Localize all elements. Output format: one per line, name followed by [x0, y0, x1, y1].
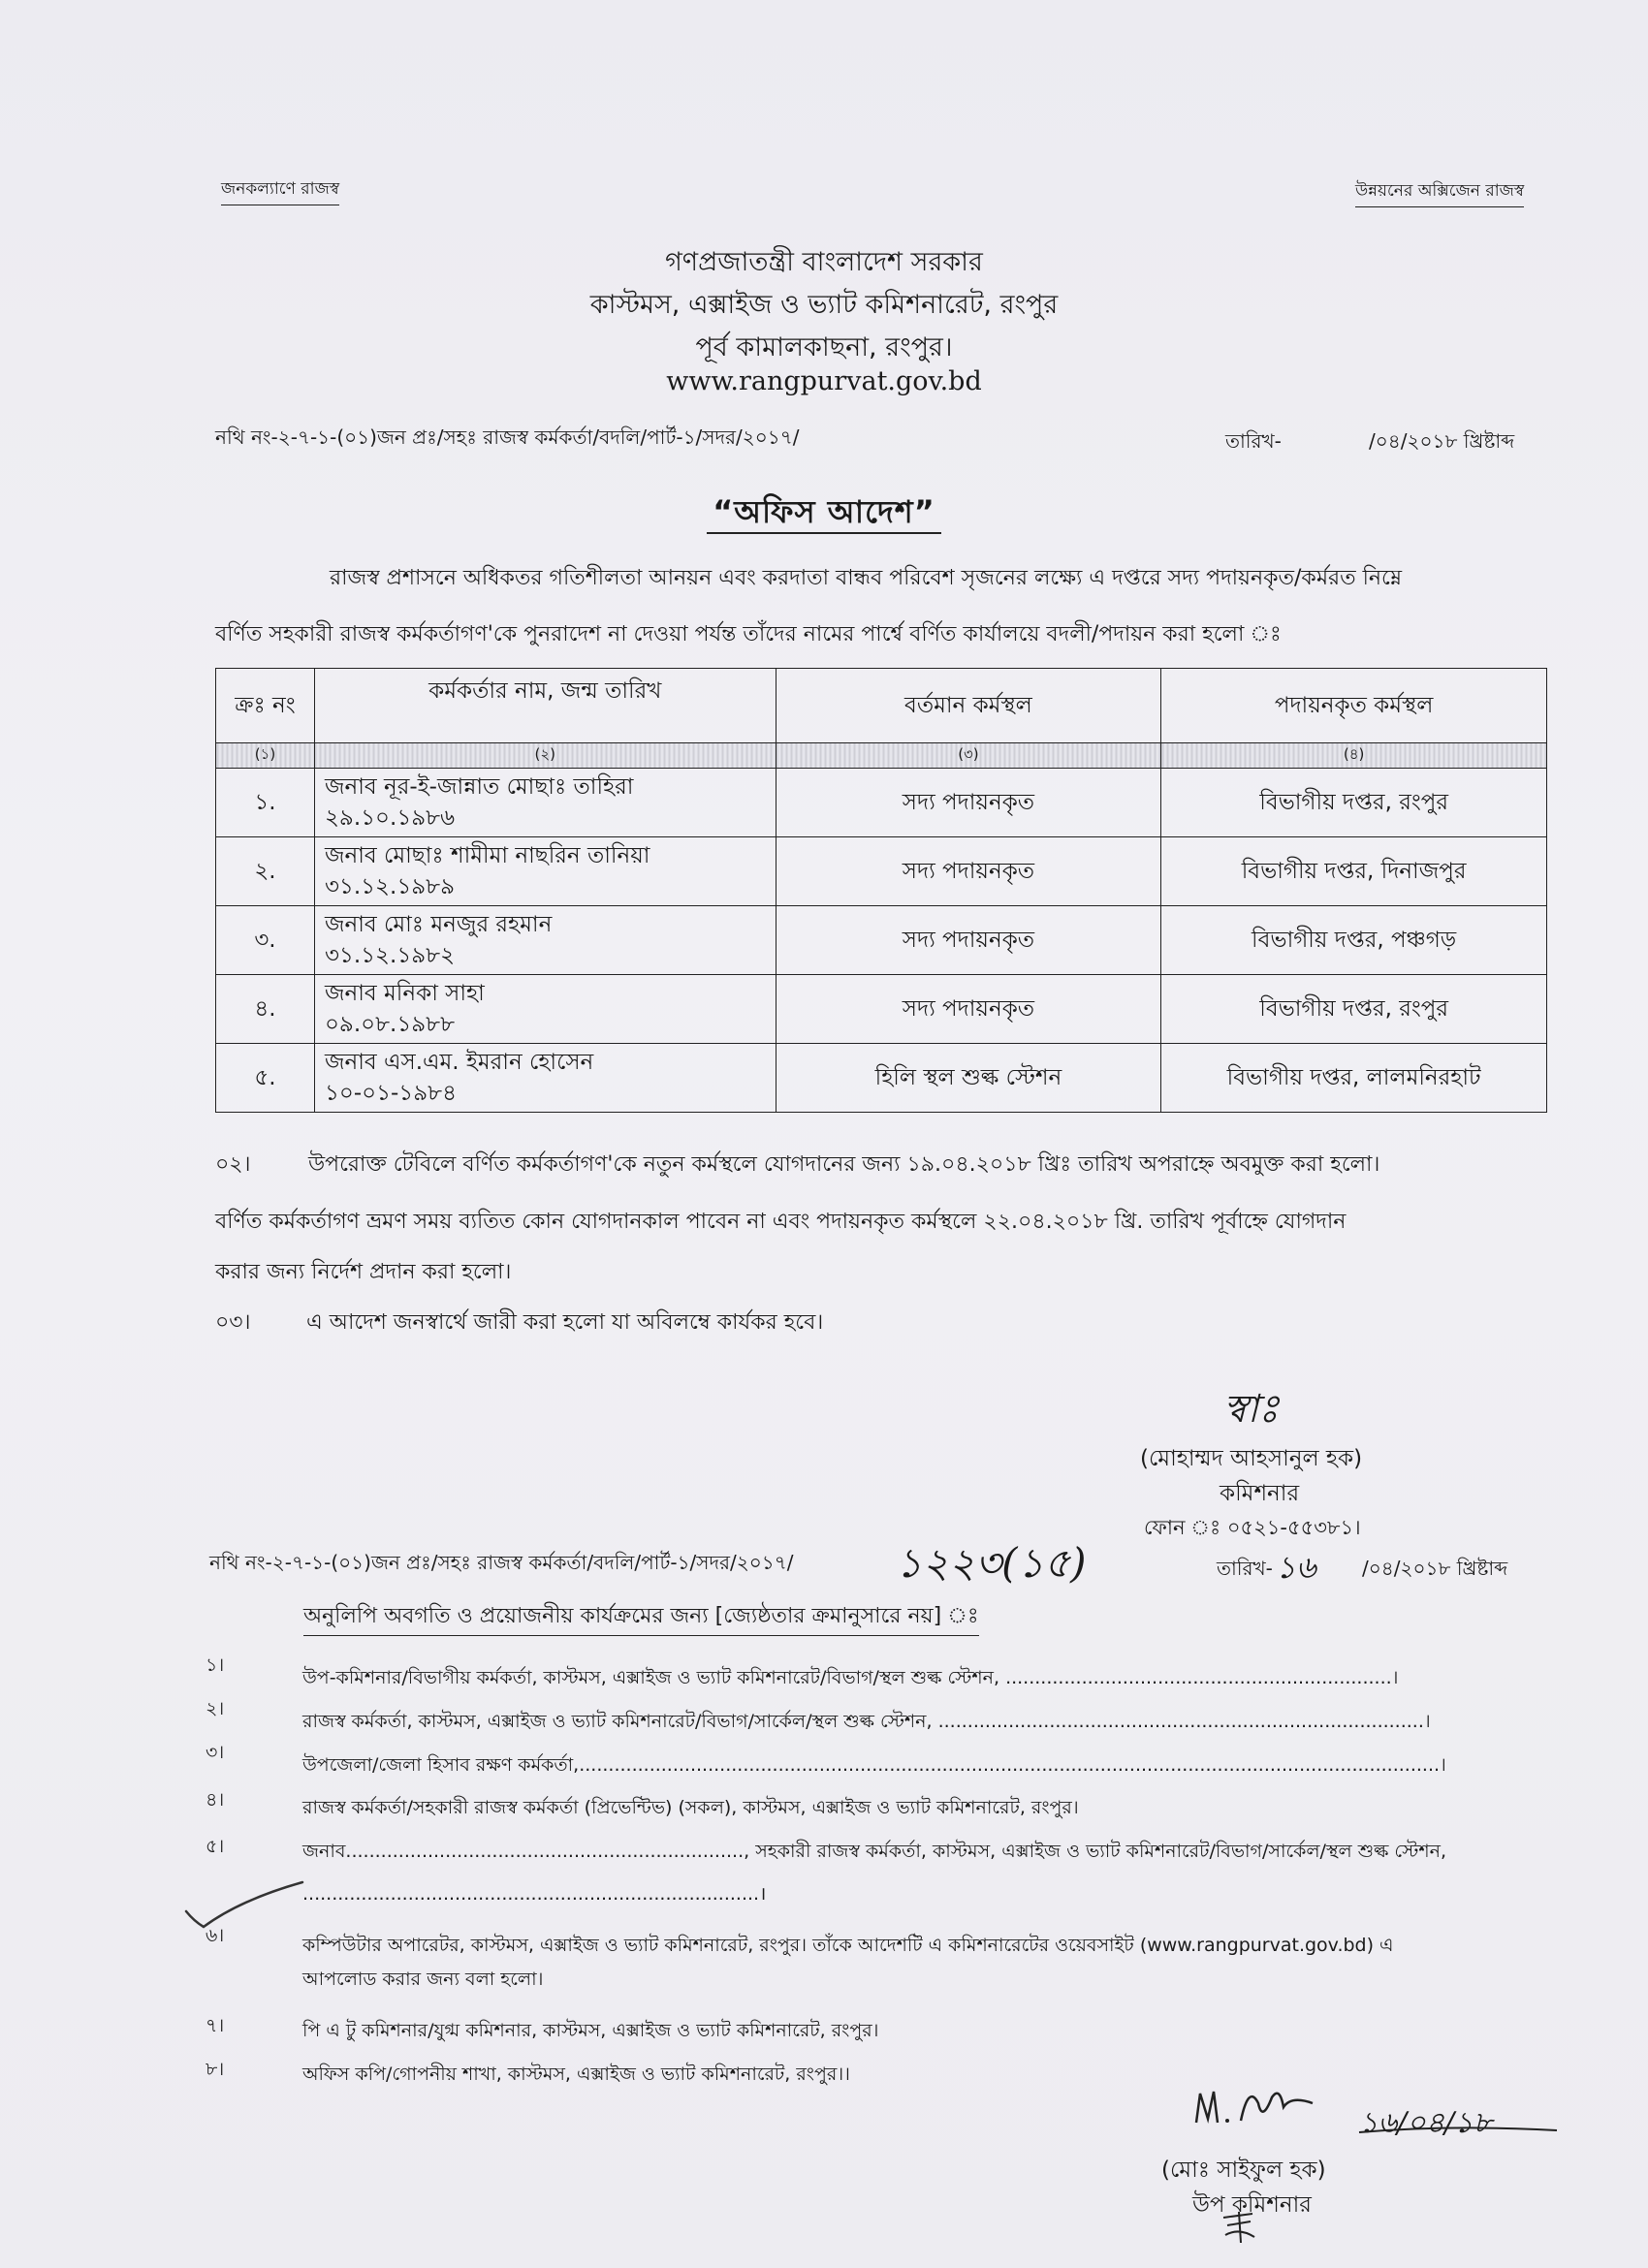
col-number-4: (৪)	[1161, 743, 1547, 769]
row-posted-station: বিভাগীয় দপ্তর, রংপুর	[1161, 769, 1547, 837]
deputy-commissioner-signature	[1190, 2074, 1316, 2132]
copy-item: উপ-কমিশনার/বিভাগীয় কর্মকর্তা, কাস্টমস, এক্সাইজ ও ভ্যাট কমিশনারেট/বিভাগ/স্থল শুল্ক স্টেশন, ..................................................................।	[302, 1667, 1399, 1688]
copy-number: ৭।	[206, 2015, 225, 2036]
copy-heading: অনুলিপি অবগতি ও প্রয়োজনীয় কার্যক্রমের জন্য [জ্যেষ্ঠতার ক্রমানুসারে নয়] ঃ	[303, 1599, 979, 1636]
row-serial: ৫.	[216, 1044, 315, 1113]
copy-number: ৬।	[206, 1925, 225, 1946]
row-current-station: সদ্য পদায়নকৃত	[776, 906, 1161, 975]
reference2-number: নথি নং-২-৭-১-(০১)জন প্রঃ/সহঃ রাজস্ব কর্মকর্তা/বদলি/পার্ট-১/সদর/২০১৭/	[209, 1551, 794, 1574]
reference-date: /০৪/২০১৮ খ্রিষ্টাব্দ	[1369, 429, 1515, 453]
row-posted-station: বিভাগীয় দপ্তর, দিনাজপুর	[1161, 837, 1547, 906]
date-underline-stroke	[1357, 2123, 1561, 2138]
initial-scribble	[1220, 2208, 1258, 2247]
copy-item-continuation: ..............................................................................।	[302, 1883, 767, 1905]
header-government: গণপ্রজাতন্ত্রী বাংলাদেশ সরকার	[665, 247, 983, 277]
row-serial: ২.	[216, 837, 315, 906]
para2-number: ০২।	[215, 1152, 251, 1177]
row-posted-station: বিভাগীয় দপ্তর, পঞ্চগড়	[1161, 906, 1547, 975]
deputy-commissioner-handwritten-date: ১৬/০৪/১৮	[1359, 2106, 1493, 2140]
reference2-date: /০৪/২০১৮ খ্রিষ্টাব্দ	[1362, 1557, 1508, 1580]
reference2-date-label: তারিখ-	[1217, 1557, 1273, 1580]
officer-name: জনাব এস.এম. ইমরান হোসেন	[324, 1050, 594, 1075]
para2-line-1: উপরোক্ত টেবিলে বর্ণিত কর্মকর্তাগণ'কে নতুন কর্মস্থলে যোগদানের জন্য ১৯.০৪.২০১৮ খ্রিঃ তারিখ অপরাহ্নে অবমুক্ত করা হলো।	[308, 1152, 1380, 1177]
copy-item: অফিস কপি/গোপনীয় শাখা, কাস্টমস, এক্সাইজ ও ভ্যাট কমিশনারেট, রংপুর।।	[302, 2063, 850, 2085]
col-number-2: (২)	[314, 743, 776, 769]
row-current-station: সদ্য পদায়নকৃত	[776, 769, 1161, 837]
col-number-3: (৩)	[776, 743, 1161, 769]
row-officer	[314, 1044, 776, 1113]
row-officer	[314, 975, 776, 1044]
commissioner-phone: ফোন ঃ ০৫২১-৫৫৩৮১।	[1144, 1516, 1361, 1539]
officer-name: জনাব নূর-ই-জান্নাত মোছাঃ তাহিরা	[324, 774, 634, 800]
commissioner-name: (মোহাম্মদ আহসানুল হক)	[1140, 1446, 1363, 1471]
officer-name: জনাব মোছাঃ শামীমা নাছরিন তানিয়া	[324, 843, 650, 868]
copy-item: রাজস্ব কর্মকর্তা/সহকারী রাজস্ব কর্মকর্তা (প্রিভেন্টিভ) (সকল), কাস্টমস, এক্সাইজ ও ভ্যাট কমিশনারেট, রংপুর।	[302, 1797, 1079, 1818]
copy-number: ৪।	[206, 1789, 225, 1811]
officer-name: জনাব মনিকা সাহা	[324, 981, 485, 1006]
header-commissionerate: কাস্টমস, এক্সাইজ ও ভ্যাট কমিশনারেট, রংপুর	[589, 290, 1059, 320]
row-officer	[314, 837, 776, 906]
row-officer	[314, 906, 776, 975]
header-website: www.rangpurvat.gov.bd	[666, 366, 982, 396]
row-serial: ৩.	[216, 906, 315, 975]
motto-right: উন্নয়নের অক্সিজেন রাজস্ব	[1355, 178, 1524, 207]
officer-dob: ১০-০১-১৯৮৪	[324, 1081, 457, 1106]
officer-dob: ২৯.১০.১৯৮৬	[324, 805, 456, 831]
header-address: পূর্ব কামালকাছনা, রংপুর।	[695, 332, 953, 362]
row-current-station: সদ্য পদায়নকৃত	[776, 837, 1161, 906]
para2-line-2: বর্ণিত কর্মকর্তাগণ ভ্রমণ সময় ব্যতিত কোন যোগদানকাল পাবেন না এবং পদায়নকৃত কর্মস্থলে ২২.০৪.২০১৮ খ্রি. তারিখ পূর্বাহ্নে যোগদান	[215, 1210, 1347, 1234]
intro-line-2: বর্ণিত সহকারী রাজস্ব কর্মকর্তাগণ'কে পুনরাদেশ না দেওয়া পর্যন্ত তাঁদের নামের পার্শ্বে বর্ণিত কার্যালয়ে বদলী/পদায়ন করা হলো ঃ	[215, 622, 1282, 646]
table-column-number-row	[216, 743, 1547, 769]
row-current-station: হিলি স্থল শুল্ক স্টেশন	[776, 1044, 1161, 1113]
officer-dob: ৩১.১২.১৯৮২	[324, 943, 456, 968]
reference2-handwritten-number: ১২২৩(১৫)	[896, 1539, 1087, 1587]
row-posted-station: বিভাগীয় দপ্তর, লালমনিরহাট	[1161, 1044, 1547, 1113]
table-row	[216, 975, 1547, 1044]
motto-left: জনকল্যাণে রাজস্ব	[221, 176, 339, 205]
copy-item: জনাব...................................................................., সহকারী রাজস্ব কর্মকর্তা, কাস্টমস, এক্সাইজ ও ভ্যাট কমিশনারেট/বিভাগ/সার্কেল/স্থল শুল্ক স্টেশন,	[302, 1841, 1447, 1862]
row-posted-station: বিভাগীয় দপ্তর, রংপুর	[1161, 975, 1547, 1044]
row-serial: ৪.	[216, 975, 315, 1044]
header-serial: ক্রঃ নং	[216, 669, 315, 743]
para3-text: এ আদেশ জনস্বার্থে জারী করা হলো যা অবিলম্বে কার্যকর হবে।	[306, 1310, 824, 1335]
deputy-commissioner-designation: উপ কমিশনার	[1192, 2192, 1312, 2218]
copy-item: উপজেলা/জেলা হিসাব রক্ষণ কর্মকর্তা,...................................................................................................................................................।	[302, 1754, 1446, 1776]
intro-line-1: রাজস্ব প্রশাসনে অধিকতর গতিশীলতা আনয়ন এবং করদাতা বান্ধব পরিবেশ সৃজনের লক্ষ্যে এ দপ্তরে সদ্য পদায়নকৃত/কর্মরত নিম্নে	[330, 566, 1403, 590]
row-serial: ১.	[216, 769, 315, 837]
copy-number: ৩।	[206, 1742, 225, 1763]
header-current-station: বর্তমান কর্মস্থল	[776, 669, 1161, 743]
order-title: “অফিস আদেশ”	[707, 493, 941, 534]
officer-dob: ৩১.১২.১৯৮৯	[324, 874, 456, 899]
copy-number: ৮।	[206, 2059, 225, 2080]
table-header-row	[216, 669, 1547, 743]
copy-item: পি এ টু কমিশনার/যুগ্ম কমিশনার, কাস্টমস, এক্সাইজ ও ভ্যাট কমিশনারেট, রংপুর।	[302, 2020, 879, 2041]
copy-item: কম্পিউটার অপারেটর, কাস্টমস, এক্সাইজ ও ভ্যাট কমিশনারেট, রংপুর। তাঁকে আদেশটি এ কমিশনারেটের ওয়েবসাইট (www.rangpurvat.gov.bd) এ	[302, 1935, 1394, 1956]
officer-name: জনাব মোঃ মনজুর রহমান	[324, 912, 553, 937]
reference-date-label: তারিখ-	[1225, 429, 1282, 453]
checkmark-icon	[182, 1878, 308, 1933]
copy-number: ৫।	[206, 1836, 225, 1857]
col-number-1: (১)	[216, 743, 315, 769]
deputy-commissioner-name: (মোঃ সাইফুল হক)	[1161, 2158, 1326, 2183]
table-row	[216, 837, 1547, 906]
table-row	[216, 1044, 1547, 1113]
header-posted-station: পদায়নকৃত কর্মস্থল	[1161, 669, 1547, 743]
copy-item-continuation: আপলোড করার জন্য বলা হলো।	[302, 1969, 544, 1990]
transfer-table	[215, 668, 1547, 1113]
table-row	[216, 906, 1547, 975]
copy-number: ১।	[206, 1654, 225, 1676]
row-current-station: সদ্য পদায়নকৃত	[776, 975, 1161, 1044]
header-name-dob: কর্মকর্তার নাম, জন্ম তারিখ	[314, 669, 776, 743]
commissioner-signature: স্বাঃ	[1223, 1387, 1280, 1432]
commissioner-designation: কমিশনার	[1220, 1481, 1300, 1506]
officer-dob: ০৯.০৮.১৯৮৮	[324, 1012, 456, 1037]
reference-number: নথি নং-২-৭-১-(০১)জন প্রঃ/সহঃ রাজস্ব কর্মকর্তা/বদলি/পার্ট-১/সদর/২০১৭/	[215, 425, 800, 449]
order-title-wrap	[0, 488, 1648, 540]
para2-line-3: করার জন্য নির্দেশ প্রদান করা হলো।	[215, 1260, 512, 1284]
reference2-handwritten-day: ১৬	[1276, 1549, 1316, 1586]
copy-number: ২।	[206, 1698, 225, 1719]
row-officer	[314, 769, 776, 837]
copy-item: রাজস্ব কর্মকর্তা, কাস্টমস, এক্সাইজ ও ভ্যাট কমিশনারেট/বিভাগ/সার্কেল/স্থল শুল্ক স্টেশন, ...................................................................................।	[302, 1711, 1431, 1732]
table-row	[216, 769, 1547, 837]
para3-number: ০৩।	[215, 1310, 251, 1335]
